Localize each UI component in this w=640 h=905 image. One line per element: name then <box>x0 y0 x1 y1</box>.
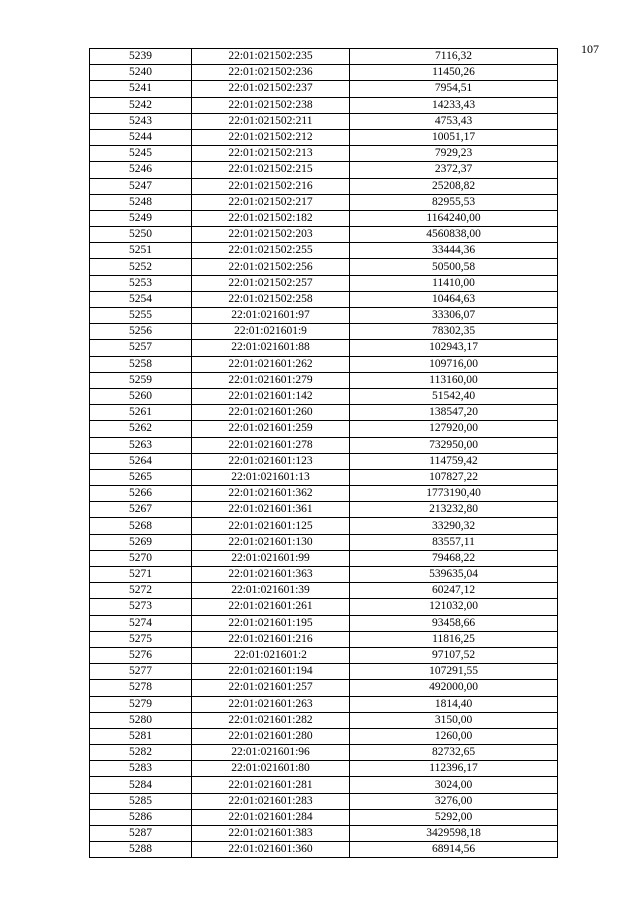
value-cell: 79468,22 <box>350 550 558 566</box>
row-number-cell: 5249 <box>90 210 192 226</box>
value-cell: 492000,00 <box>350 680 558 696</box>
value-cell: 112396,17 <box>350 761 558 777</box>
cadastral-number-cell: 22:01:021601:194 <box>192 664 350 680</box>
table-row <box>90 259 558 275</box>
cadastral-number-cell: 22:01:021601:80 <box>192 761 350 777</box>
row-number-cell: 5256 <box>90 324 192 340</box>
cadastral-number-cell: 22:01:021601:279 <box>192 372 350 388</box>
row-number-cell: 5274 <box>90 615 192 631</box>
cadastral-number-cell: 22:01:021502:237 <box>192 81 350 97</box>
row-number-cell: 5261 <box>90 405 192 421</box>
row-number-cell: 5259 <box>90 372 192 388</box>
row-number-cell: 5278 <box>90 680 192 696</box>
cadastral-number-cell: 22:01:021601:39 <box>192 583 350 599</box>
value-cell: 51542,40 <box>350 388 558 404</box>
value-cell: 78302,35 <box>350 324 558 340</box>
cadastral-number-cell: 22:01:021601:96 <box>192 745 350 761</box>
row-number-cell: 5276 <box>90 647 192 663</box>
cadastral-number-cell: 22:01:021601:361 <box>192 502 350 518</box>
cadastral-number-cell: 22:01:021502:212 <box>192 129 350 145</box>
row-number-cell: 5240 <box>90 65 192 81</box>
cadastral-number-cell: 22:01:021502:211 <box>192 113 350 129</box>
table-row <box>90 308 558 324</box>
cadastral-number-cell: 22:01:021601:2 <box>192 647 350 663</box>
value-cell: 10464,63 <box>350 291 558 307</box>
value-cell: 82955,53 <box>350 194 558 210</box>
table-row <box>90 842 558 858</box>
value-cell: 109716,00 <box>350 356 558 372</box>
table-row <box>90 518 558 534</box>
row-number-cell: 5254 <box>90 291 192 307</box>
value-cell: 82732,65 <box>350 745 558 761</box>
cadastral-number-cell: 22:01:021601:362 <box>192 486 350 502</box>
row-number-cell: 5281 <box>90 728 192 744</box>
table-row <box>90 243 558 259</box>
cadastral-number-cell: 22:01:021601:383 <box>192 826 350 842</box>
value-cell: 1164240,00 <box>350 210 558 226</box>
row-number-cell: 5264 <box>90 453 192 469</box>
cadastral-number-cell: 22:01:021502:217 <box>192 194 350 210</box>
table-row <box>90 129 558 145</box>
cadastral-number-cell: 22:01:021601:123 <box>192 453 350 469</box>
table-row <box>90 421 558 437</box>
value-cell: 68914,56 <box>350 842 558 858</box>
row-number-cell: 5285 <box>90 793 192 809</box>
row-number-cell: 5272 <box>90 583 192 599</box>
value-cell: 138547,20 <box>350 405 558 421</box>
row-number-cell: 5280 <box>90 712 192 728</box>
table-row <box>90 372 558 388</box>
cadastral-number-cell: 22:01:021502:236 <box>192 65 350 81</box>
value-cell: 121032,00 <box>350 599 558 615</box>
table-row <box>90 275 558 291</box>
cadastral-number-cell: 22:01:021601:260 <box>192 405 350 421</box>
row-number-cell: 5245 <box>90 146 192 162</box>
cadastral-number-cell: 22:01:021502:182 <box>192 210 350 226</box>
cadastral-number-cell: 22:01:021502:213 <box>192 146 350 162</box>
table-row <box>90 680 558 696</box>
row-number-cell: 5239 <box>90 49 192 65</box>
table-row <box>90 615 558 631</box>
table-row <box>90 437 558 453</box>
row-number-cell: 5277 <box>90 664 192 680</box>
table-row <box>90 97 558 113</box>
row-number-cell: 5250 <box>90 227 192 243</box>
value-cell: 102943,17 <box>350 340 558 356</box>
cadastral-number-cell: 22:01:021601:99 <box>192 550 350 566</box>
value-cell: 1260,00 <box>350 728 558 744</box>
cadastral-number-cell: 22:01:021601:280 <box>192 728 350 744</box>
table-row <box>90 647 558 663</box>
page-number: 107 <box>581 42 599 56</box>
cadastral-number-cell: 22:01:021502:256 <box>192 259 350 275</box>
table-row <box>90 728 558 744</box>
row-number-cell: 5260 <box>90 388 192 404</box>
table-row <box>90 486 558 502</box>
value-cell: 3429598,18 <box>350 826 558 842</box>
row-number-cell: 5243 <box>90 113 192 129</box>
value-cell: 7929,23 <box>350 146 558 162</box>
value-cell: 732950,00 <box>350 437 558 453</box>
value-cell: 113160,00 <box>350 372 558 388</box>
table-row <box>90 146 558 162</box>
table-row <box>90 777 558 793</box>
value-cell: 3276,00 <box>350 793 558 809</box>
table-row <box>90 162 558 178</box>
cadastral-number-cell: 22:01:021601:216 <box>192 631 350 647</box>
row-number-cell: 5286 <box>90 809 192 825</box>
cadastral-number-cell: 22:01:021601:261 <box>192 599 350 615</box>
table-row <box>90 761 558 777</box>
row-number-cell: 5287 <box>90 826 192 842</box>
row-number-cell: 5271 <box>90 567 192 583</box>
value-cell: 539635,04 <box>350 567 558 583</box>
table-row <box>90 227 558 243</box>
table-row <box>90 194 558 210</box>
cadastral-number-cell: 22:01:021601:130 <box>192 534 350 550</box>
table-row <box>90 534 558 550</box>
table-row <box>90 356 558 372</box>
value-cell: 213232,80 <box>350 502 558 518</box>
table-row <box>90 583 558 599</box>
cadastral-number-cell: 22:01:021601:284 <box>192 809 350 825</box>
row-number-cell: 5244 <box>90 129 192 145</box>
row-number-cell: 5241 <box>90 81 192 97</box>
value-cell: 1814,40 <box>350 696 558 712</box>
table-row <box>90 793 558 809</box>
cadastral-number-cell: 22:01:021601:257 <box>192 680 350 696</box>
row-number-cell: 5247 <box>90 178 192 194</box>
table-row <box>90 550 558 566</box>
cadastral-number-cell: 22:01:021502:258 <box>192 291 350 307</box>
value-cell: 25208,82 <box>350 178 558 194</box>
row-number-cell: 5248 <box>90 194 192 210</box>
cadastral-number-cell: 22:01:021601:283 <box>192 793 350 809</box>
table-row <box>90 113 558 129</box>
cadastral-number-cell: 22:01:021601:278 <box>192 437 350 453</box>
value-cell: 7954,51 <box>350 81 558 97</box>
table-row <box>90 502 558 518</box>
cadastral-number-cell: 22:01:021502:257 <box>192 275 350 291</box>
row-number-cell: 5266 <box>90 486 192 502</box>
cadastral-number-cell: 22:01:021601:282 <box>192 712 350 728</box>
table-row <box>90 178 558 194</box>
row-number-cell: 5284 <box>90 777 192 793</box>
row-number-cell: 5283 <box>90 761 192 777</box>
table-row <box>90 210 558 226</box>
value-cell: 2372,37 <box>350 162 558 178</box>
row-number-cell: 5251 <box>90 243 192 259</box>
row-number-cell: 5246 <box>90 162 192 178</box>
row-number-cell: 5257 <box>90 340 192 356</box>
value-cell: 11410,00 <box>350 275 558 291</box>
row-number-cell: 5258 <box>90 356 192 372</box>
cadastral-number-cell: 22:01:021601:142 <box>192 388 350 404</box>
cadastral-number-cell: 22:01:021601:262 <box>192 356 350 372</box>
row-number-cell: 5282 <box>90 745 192 761</box>
row-number-cell: 5262 <box>90 421 192 437</box>
table-row <box>90 453 558 469</box>
table-row <box>90 291 558 307</box>
table-row <box>90 324 558 340</box>
value-cell: 11816,25 <box>350 631 558 647</box>
cadastral-number-cell: 22:01:021502:235 <box>192 49 350 65</box>
cadastral-number-cell: 22:01:021502:238 <box>192 97 350 113</box>
row-number-cell: 5242 <box>90 97 192 113</box>
cadastral-number-cell: 22:01:021601:259 <box>192 421 350 437</box>
value-cell: 7116,32 <box>350 49 558 65</box>
table-row <box>90 81 558 97</box>
row-number-cell: 5273 <box>90 599 192 615</box>
table-row <box>90 696 558 712</box>
value-cell: 107827,22 <box>350 469 558 485</box>
cadastral-number-cell: 22:01:021601:281 <box>192 777 350 793</box>
data-table <box>89 48 558 858</box>
row-number-cell: 5269 <box>90 534 192 550</box>
value-cell: 33306,07 <box>350 308 558 324</box>
row-number-cell: 5265 <box>90 469 192 485</box>
value-cell: 93458,66 <box>350 615 558 631</box>
cadastral-number-cell: 22:01:021601:263 <box>192 696 350 712</box>
table-row <box>90 405 558 421</box>
cadastral-number-cell: 22:01:021601:88 <box>192 340 350 356</box>
value-cell: 3024,00 <box>350 777 558 793</box>
table-row <box>90 745 558 761</box>
table-row <box>90 388 558 404</box>
value-cell: 127920,00 <box>350 421 558 437</box>
table-row <box>90 664 558 680</box>
cadastral-number-cell: 22:01:021502:203 <box>192 227 350 243</box>
cadastral-number-cell: 22:01:021601:97 <box>192 308 350 324</box>
row-number-cell: 5268 <box>90 518 192 534</box>
value-cell: 4753,43 <box>350 113 558 129</box>
table-row <box>90 826 558 842</box>
value-cell: 50500,58 <box>350 259 558 275</box>
table-row <box>90 65 558 81</box>
value-cell: 33444,36 <box>350 243 558 259</box>
cadastral-number-cell: 22:01:021601:363 <box>192 567 350 583</box>
value-cell: 10051,17 <box>350 129 558 145</box>
value-cell: 14233,43 <box>350 97 558 113</box>
value-cell: 83557,11 <box>350 534 558 550</box>
table-row <box>90 599 558 615</box>
value-cell: 60247,12 <box>350 583 558 599</box>
value-cell: 11450,26 <box>350 65 558 81</box>
cadastral-number-cell: 22:01:021601:125 <box>192 518 350 534</box>
table-row <box>90 567 558 583</box>
cadastral-number-cell: 22:01:021601:360 <box>192 842 350 858</box>
table-row <box>90 809 558 825</box>
value-cell: 3150,00 <box>350 712 558 728</box>
table-body <box>90 49 558 858</box>
value-cell: 33290,32 <box>350 518 558 534</box>
table-row <box>90 340 558 356</box>
value-cell: 97107,52 <box>350 647 558 663</box>
row-number-cell: 5267 <box>90 502 192 518</box>
row-number-cell: 5270 <box>90 550 192 566</box>
row-number-cell: 5252 <box>90 259 192 275</box>
table-row <box>90 631 558 647</box>
row-number-cell: 5279 <box>90 696 192 712</box>
value-cell: 107291,55 <box>350 664 558 680</box>
cadastral-number-cell: 22:01:021502:215 <box>192 162 350 178</box>
cadastral-number-cell: 22:01:021601:195 <box>192 615 350 631</box>
table-row <box>90 469 558 485</box>
value-cell: 4560838,00 <box>350 227 558 243</box>
row-number-cell: 5288 <box>90 842 192 858</box>
row-number-cell: 5263 <box>90 437 192 453</box>
value-cell: 1773190,40 <box>350 486 558 502</box>
cadastral-number-cell: 22:01:021601:9 <box>192 324 350 340</box>
cadastral-number-cell: 22:01:021502:255 <box>192 243 350 259</box>
row-number-cell: 5255 <box>90 308 192 324</box>
value-cell: 5292,00 <box>350 809 558 825</box>
table-row <box>90 49 558 65</box>
value-cell: 114759,42 <box>350 453 558 469</box>
row-number-cell: 5275 <box>90 631 192 647</box>
cadastral-number-cell: 22:01:021502:216 <box>192 178 350 194</box>
cadastral-number-cell: 22:01:021601:13 <box>192 469 350 485</box>
table-row <box>90 712 558 728</box>
row-number-cell: 5253 <box>90 275 192 291</box>
